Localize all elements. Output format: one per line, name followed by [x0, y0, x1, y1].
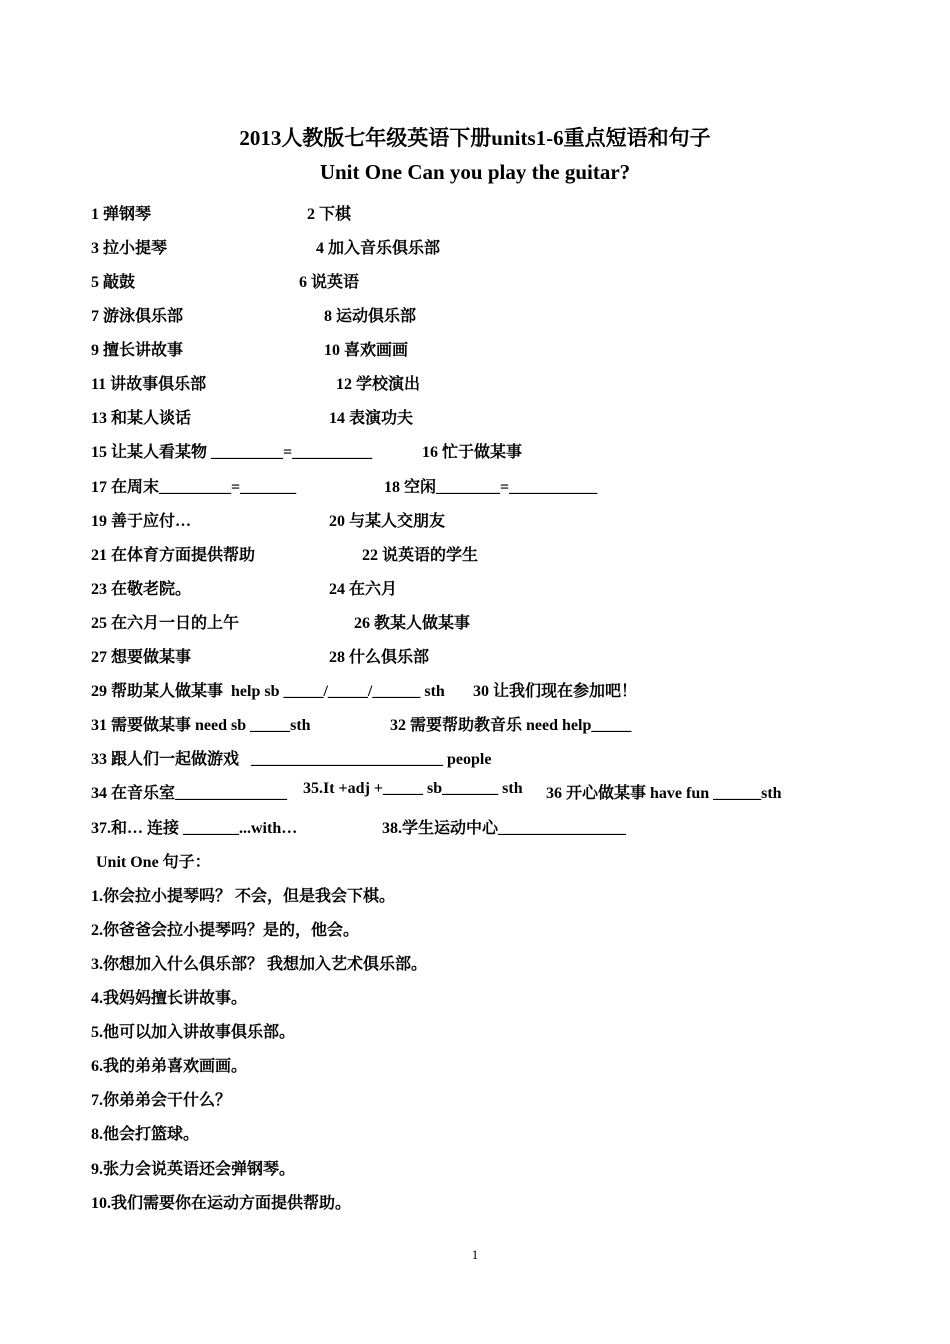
sentence-item: 4.我妈妈擅长讲故事。 [91, 990, 248, 1007]
phrase-item: 15 让某人看某物 _________=__________ [91, 444, 373, 461]
sentence-item: 10.我们需要你在运动方面提供帮助。 [91, 1195, 352, 1212]
phrase-item: 5 敲鼓 [91, 274, 136, 291]
phrase-item: 30 让我们现在参加吧！ [473, 683, 638, 700]
phrase-item: 7 游泳俱乐部 [91, 308, 184, 325]
phrase-item: 24 在六月 [329, 581, 398, 598]
sentence-item: 2.你爸爸会拉小提琴吗？是的，他会。 [91, 922, 360, 939]
phrase-item: 11 讲故事俱乐部 [91, 376, 207, 393]
phrase-item: 37.和… 连接 _______...with… [91, 820, 298, 837]
phrase-item: 9 擅长讲故事 [91, 342, 184, 359]
phrase-item: 14 表演功夫 [329, 410, 414, 427]
phrase-item: 27 想要做某事 [91, 649, 192, 666]
sentence-item: 3.你想加入什么俱乐部？ 我想加入艺术俱乐部。 [91, 956, 428, 973]
phrase-item: 16 忙于做某事 [422, 444, 523, 461]
phrase-item: 32 需要帮助教音乐 need help_____ [390, 717, 632, 734]
phrase-item: 25 在六月一日的上午 [91, 615, 240, 632]
phrase-item: 8 运动俱乐部 [324, 308, 417, 325]
phrase-item: 12 学校演出 [336, 376, 421, 393]
phrase-item: 23 在敬老院。 [91, 581, 192, 598]
unit-title: Unit One Can you play the guitar? [319, 160, 631, 184]
document-title: 2013人教版七年级英语下册units1-6重点短语和句子 [239, 126, 711, 150]
sentence-item: 9.张力会说英语还会弹钢琴。 [91, 1161, 296, 1178]
phrase-item: 28 什么俱乐部 [329, 649, 430, 666]
phrase-item: 2 下棋 [307, 206, 352, 223]
sentence-item: 7.你弟弟会干什么？ [91, 1092, 232, 1109]
phrase-item: 36 开心做某事 have fun ______sth [546, 785, 782, 802]
page-number: 1 [471, 1247, 479, 1262]
sentences-section-label: Unit One 句子： [96, 854, 211, 871]
phrase-item: 38.学生运动中心________________ [382, 820, 627, 837]
phrase-item: 29 帮助某人做某事 help sb _____/_____/______ sth [91, 683, 445, 700]
phrase-item: 35.It +adj +_____ sb_______ sth [303, 780, 523, 797]
sentence-item: 1.你会拉小提琴吗？ 不会，但是我会下棋。 [91, 888, 396, 905]
phrase-item: 18 空闲________=___________ [384, 479, 598, 496]
phrase-item: 34 在音乐室______________ [91, 785, 288, 802]
phrase-item: 10 喜欢画画 [324, 342, 409, 359]
sentence-item: 8.他会打篮球。 [91, 1126, 200, 1143]
phrase-item: 4 加入音乐俱乐部 [316, 240, 441, 257]
phrase-item: 19 善于应付… [91, 513, 192, 530]
sentence-item: 6.我的弟弟喜欢画画。 [91, 1058, 248, 1075]
phrase-item: 6 说英语 [299, 274, 360, 291]
phrase-item: 20 与某人交朋友 [329, 513, 446, 530]
phrase-item: 33 跟人们一起做游戏 ________________________ people [91, 751, 492, 768]
phrase-item: 21 在体育方面提供帮助 [91, 547, 256, 564]
phrase-item: 31 需要做某事 need sb _____sth [91, 717, 311, 734]
phrase-item: 22 说英语的学生 [362, 547, 479, 564]
phrase-item: 3 拉小提琴 [91, 240, 168, 257]
phrase-item: 13 和某人谈话 [91, 410, 192, 427]
phrase-item: 26 教某人做某事 [354, 615, 471, 632]
phrase-item: 1 弹钢琴 [91, 206, 152, 223]
phrase-item: 17 在周末_________=_______ [91, 479, 297, 496]
sentence-item: 5.他可以加入讲故事俱乐部。 [91, 1024, 296, 1041]
